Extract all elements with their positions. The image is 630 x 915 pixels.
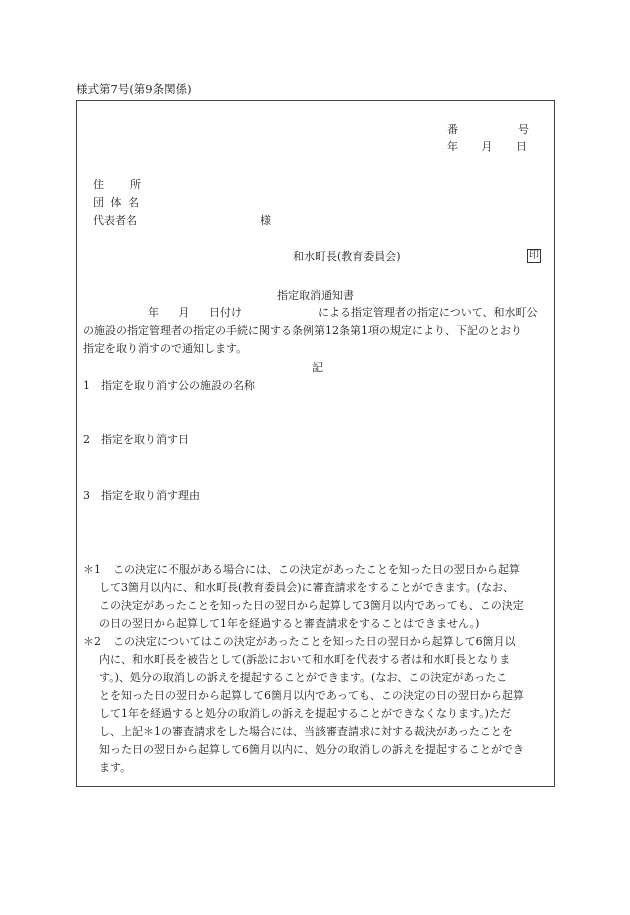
- note-line: とを知った日の翌日から起算して6箇月以内であっても、この決定の日の翌日から起算: [99, 689, 524, 702]
- ki-heading: 記: [312, 361, 323, 374]
- body-text-line: による指定管理者の指定について、和水町公: [318, 306, 538, 319]
- note-line: この決定があったことを知った日の翌日から起算して3箇月以内であっても、この決定: [99, 599, 524, 612]
- note-line: 内に、和水町長を被告として(訴訟において和水町を代表する者は和水町長となりま: [99, 653, 511, 666]
- document-number-line: [447, 124, 529, 135]
- representative-label: 代表者名: [93, 214, 137, 227]
- month-label: 月: [481, 140, 493, 153]
- day-label: 日: [516, 140, 527, 153]
- body-text-line: の施設の指定管理者の指定の手続に関する条例第12条第1項の規定により、下記のとおり: [83, 324, 522, 337]
- body-text-line: 指定を取り消すので通知します。: [83, 342, 248, 355]
- note-line: の日の翌日から起算して1年を経過すると審査請求をすることはできません。): [99, 617, 480, 630]
- item-number: 2: [83, 433, 90, 446]
- address-char: 住: [93, 178, 104, 191]
- note-line: 知った日の翌日から起算して6箇月以内に、処分の取消しの訴えを提起することができ: [99, 743, 524, 756]
- note-line: し、上記＊1の審査請求をした場合には、当該審査請求に対する裁決があったことを: [99, 725, 513, 738]
- item-number: 3: [83, 489, 90, 502]
- note-line: ます。: [99, 761, 132, 774]
- note-line: して1年を経過すると処分の取消しの訴えを提起することができなくなります。)ただ: [99, 707, 511, 720]
- note-line: して3箇月以内に、和水町長(教育委員会)に審査請求をすることができます。(なお、: [99, 581, 514, 594]
- form-number-label: 様式第7号(第9条関係): [76, 82, 192, 96]
- item-number: 1: [83, 379, 90, 392]
- organization-label: [93, 197, 139, 208]
- note-line: この決定についてはこの決定があったことを知った日の翌日から起算して6箇月以: [113, 635, 516, 648]
- designation-year: 年: [148, 306, 159, 319]
- designation-month: 月: [178, 306, 190, 319]
- ban-label: 番: [447, 123, 458, 136]
- note-mark: ＊2: [83, 635, 101, 648]
- designation-day: 日付け: [209, 306, 242, 319]
- year-label: 年: [447, 140, 458, 153]
- address-char: 所: [130, 178, 141, 191]
- note-line: す。)、処分の取消しの訴えを提起することができます。(なお、この決定があったこ: [99, 671, 508, 684]
- go-label: 号: [518, 123, 529, 136]
- issue-date-line: [447, 141, 527, 152]
- org-char: 体: [110, 196, 122, 209]
- list-item: [83, 380, 255, 391]
- document-title: 指定取消通知書: [277, 289, 354, 302]
- item-text: 指定を取り消す理由: [101, 489, 200, 502]
- address-label: [93, 179, 141, 190]
- item-text: 指定を取り消す公の施設の名称: [101, 379, 255, 392]
- org-char: 名: [128, 196, 139, 209]
- note-line: この決定に不服がある場合には、この決定があったことを知った日の翌日から起算: [113, 563, 520, 576]
- list-item: [83, 490, 200, 501]
- sender-name: 和水町長(教育委員会): [293, 250, 401, 263]
- item-text: 指定を取り消す日: [101, 433, 189, 446]
- seal-mark: 印: [529, 250, 539, 261]
- org-char: 団: [93, 196, 104, 209]
- list-item: [83, 434, 189, 445]
- note-mark: ＊1: [83, 563, 101, 576]
- designation-date: [148, 307, 242, 318]
- honorific-sama: 様: [260, 214, 271, 227]
